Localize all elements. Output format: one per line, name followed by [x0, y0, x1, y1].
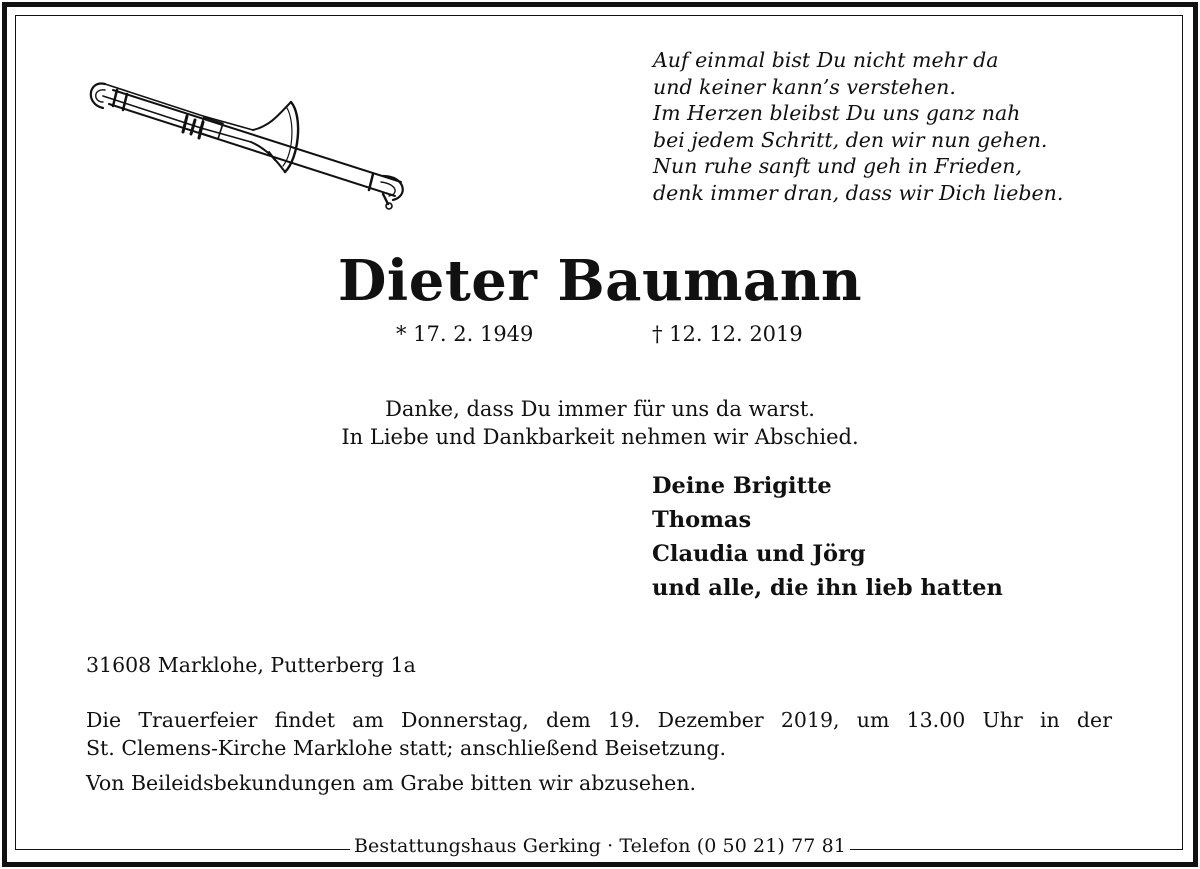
- thanks-text: [0, 395, 1200, 451]
- poem-line: Auf einmal bist Du nicht mehr da: [653, 48, 999, 72]
- condolence-notice: Von Beileidsbekundungen am Grabe bitten wir abzusehen.: [86, 771, 697, 795]
- footer-text: Bestattungshaus Gerking · Telefon (0 50 21) 77 81: [350, 835, 850, 857]
- poem-line: denk immer dran, dass wir Dich lieben.: [653, 180, 1064, 205]
- poem-line: und keiner kann’s verstehen.: [653, 74, 956, 99]
- thanks-line: Danke, dass Du immer für uns da warst.: [385, 397, 815, 421]
- birth-date: * 17. 2. 1949: [396, 322, 534, 346]
- ceremony-notice: [86, 706, 1112, 762]
- family-line: und alle, die ihn lieb hatten: [652, 575, 1003, 601]
- ceremony-line: Die Trauerfeier findet am Donnerstag, dem 19. Dezember 2019, um 13.00 Uhr in der: [86, 708, 1112, 732]
- poem-line: Im Herzen bleibst Du uns ganz nah: [653, 101, 1021, 125]
- family-line: Claudia und Jörg: [652, 541, 866, 567]
- family-address: 31608 Marklohe, Putterberg 1a: [86, 653, 416, 677]
- deceased-name: Dieter Baumann: [337, 248, 863, 314]
- poem-line: Nun ruhe sanft und geh in Frieden,: [653, 154, 1022, 178]
- trombone-icon: [83, 72, 413, 214]
- memorial-poem: [653, 47, 1063, 206]
- thanks-line: In Liebe und Dankbarkeit nehmen wir Abschied.: [341, 425, 859, 449]
- family-line: Thomas: [652, 507, 752, 533]
- family-signature: [652, 469, 1003, 605]
- poem-line: bei jedem Schritt, den wir nun gehen.: [653, 127, 1048, 152]
- funeral-home-footer: [0, 835, 1200, 857]
- death-date: † 12. 12. 2019: [652, 322, 803, 346]
- ceremony-line: St. Clemens-Kirche Marklohe statt; anschließend Beisetzung.: [86, 736, 727, 760]
- family-line: Deine Brigitte: [652, 473, 832, 499]
